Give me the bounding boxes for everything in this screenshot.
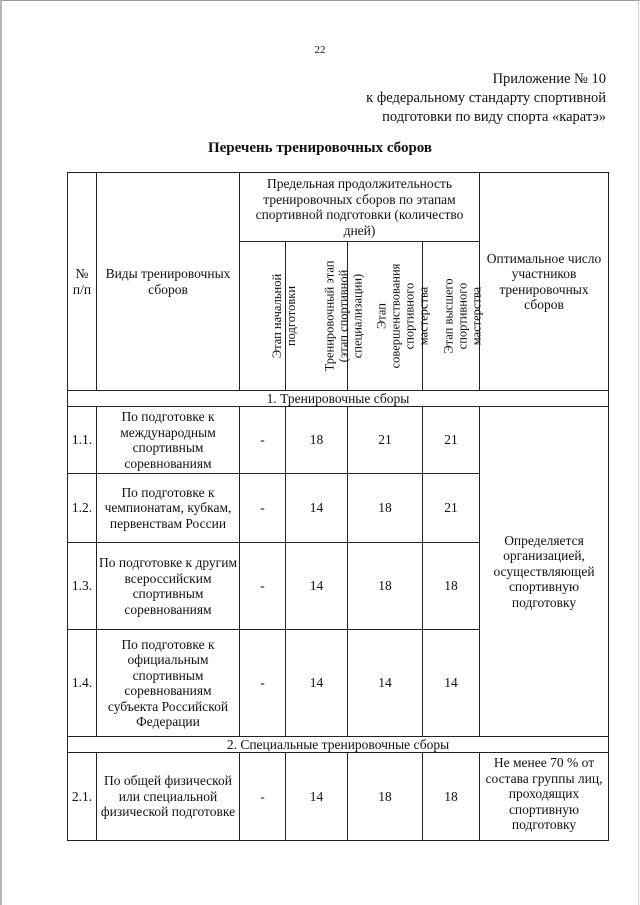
document-title: Перечень тренировочных сборов <box>207 140 433 156</box>
cell-initial: - <box>240 474 286 543</box>
cell-initial: - <box>240 543 286 630</box>
header-stage-training-line: Тренировочный этап <box>322 260 337 372</box>
header-stage-initial-line: подготовки <box>284 285 299 346</box>
cell-training: 18 <box>286 407 348 474</box>
table-row <box>68 407 609 474</box>
section-row <box>68 391 609 407</box>
cell-highest: 21 <box>423 407 480 474</box>
header-stage-highest-line: спортивного <box>455 282 470 350</box>
header-stage-highest-line: мастерства <box>469 286 484 345</box>
row-kind: По подготовке к международным спортивным соревнованиям <box>97 407 240 474</box>
row-number: 1.3. <box>68 543 97 630</box>
page-number: 22 <box>314 44 326 56</box>
appendix-line-2: к федеральному стандарту спортивной <box>366 90 606 106</box>
training-camps-table <box>67 172 609 841</box>
cell-initial: - <box>240 753 286 841</box>
row-number: 1.1. <box>68 407 97 474</box>
cell-initial: - <box>240 630 286 737</box>
section-1-title: 1. Тренировочные сборы <box>68 391 609 407</box>
cell-improvement: 21 <box>348 407 423 474</box>
cell-highest: 14 <box>423 630 480 737</box>
appendix-header <box>366 70 606 127</box>
cell-improvement: 18 <box>348 474 423 543</box>
header-stage-improvement-line: мастерства <box>416 286 431 345</box>
cell-improvement: 18 <box>348 753 423 841</box>
row-number: 1.4. <box>68 630 97 737</box>
row-number: 2.1. <box>68 753 97 841</box>
scan-edge-right <box>638 0 639 905</box>
header-stage-training-line: (этап спортивной <box>336 269 351 363</box>
row-kind: По подготовке к официальным спортивным соревнованиям субъекта Российской Федерации <box>97 630 240 737</box>
header-stage-training-line: специализации) <box>350 273 365 358</box>
row-kind: По общей физической или специальной физической подготовке <box>97 753 240 841</box>
cell-initial: - <box>240 407 286 474</box>
cell-improvement: 18 <box>348 543 423 630</box>
appendix-line-3: подготовки по виду спорта «каратэ» <box>382 109 606 125</box>
scan-edge-left <box>0 0 2 905</box>
section-2-title: 2. Специальные тренировочные сборы <box>68 737 609 753</box>
header-row-top <box>68 173 609 242</box>
section-1-optimal: Определяется организацией, осуществляющей спортивную подготовку <box>480 407 609 737</box>
row-kind: По подготовке к чемпионатам, кубкам, первенствам России <box>97 474 240 543</box>
header-duration: Предельная продолжительность тренировочных сборов по этапам спортивной подготовки (количество дней) <box>240 173 480 242</box>
scan-edge-top <box>0 0 640 1</box>
header-stage-highest <box>423 242 484 391</box>
header-stage-initial-line: Этап начальной <box>270 273 285 358</box>
header-kind: Виды тренировочных сборов <box>97 173 240 391</box>
header-stage-improvement-line: спортивного <box>402 282 417 350</box>
cell-training: 14 <box>286 474 348 543</box>
cell-training: 14 <box>286 753 348 841</box>
section-row <box>68 737 609 753</box>
header-stage-improvement-line: Этап <box>374 302 389 329</box>
header-stage-improvement-line: совершенствования <box>388 263 403 369</box>
cell-improvement: 14 <box>348 630 423 737</box>
header-optimal: Оптимальное число участников тренировочных сборов <box>480 173 609 391</box>
table-row <box>68 753 609 841</box>
cell-highest: 18 <box>423 543 480 630</box>
cell-training: 14 <box>286 630 348 737</box>
header-num: № п/п <box>68 173 97 391</box>
row-kind: По подготовке к другим всероссийским спортивным соревнованиям <box>97 543 240 630</box>
cell-training: 14 <box>286 543 348 630</box>
cell-highest: 21 <box>423 474 480 543</box>
appendix-line-1: Приложение № 10 <box>492 71 606 87</box>
header-stage-highest-line: Этап высшего <box>441 278 456 354</box>
header-stage-initial <box>240 242 299 391</box>
row-number: 1.2. <box>68 474 97 543</box>
section-2-optimal: Не менее 70 % от состава группы лиц, проходящих спортивную подготовку <box>480 753 609 841</box>
cell-highest: 18 <box>423 753 480 841</box>
